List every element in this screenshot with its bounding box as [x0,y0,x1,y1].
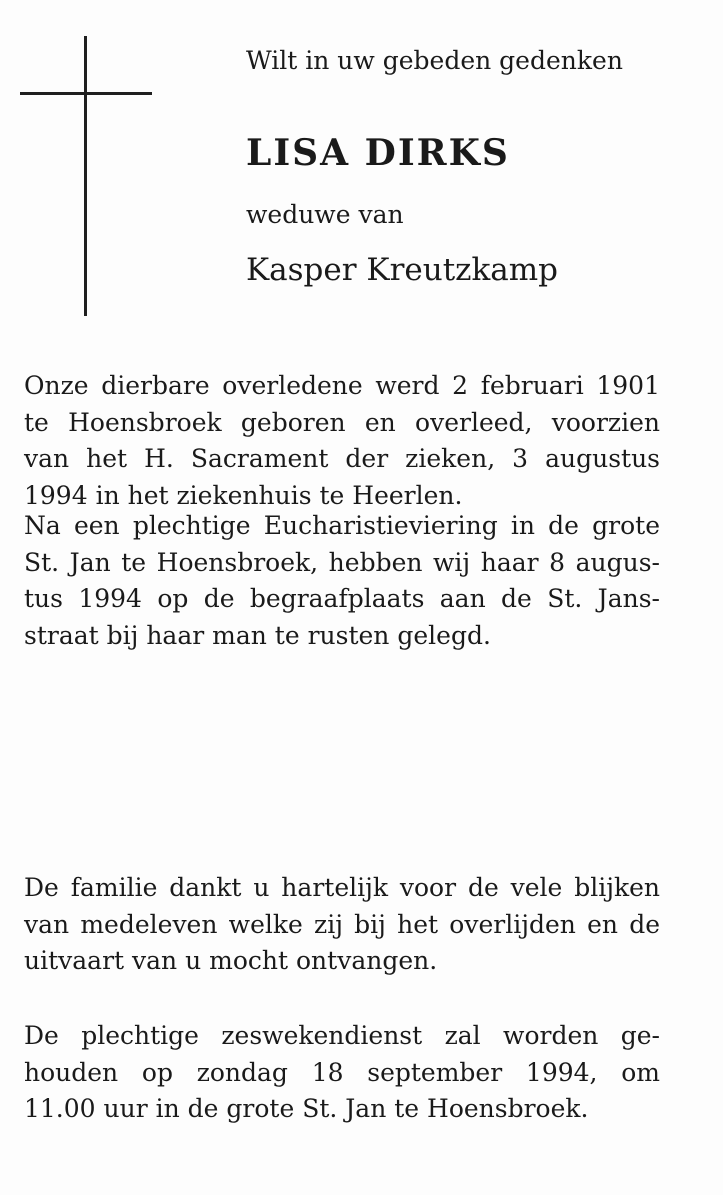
text-line: straat bij haar man te rusten gelegd. [24,620,491,650]
deceased-name: LISA DIRKS [246,132,510,174]
text-line: van medeleven welke zij bij het overlijden en de [24,909,660,939]
text-line: tus 1994 op de begraafplaats aan de St. Jans- [24,584,660,613]
text-line: De familie dankt u hartelijk voor de vele blijken [24,873,660,902]
text-line: 11.00 uur in de grote St. Jan te Hoensbroek. [24,1094,589,1123]
text-line: Na een plechtige Eucharistieviering in de grote [24,511,660,540]
paragraph-memorial-service [24,1018,660,1128]
text-line: Onze dierbare overledene werd 2 februari 1901 [24,371,660,400]
husband-name: Kasper Kreutzkamp [246,252,558,288]
paragraph-thanks [24,870,660,980]
widow-of-text: weduwe van [246,200,404,229]
cross-vertical-bar [84,36,87,316]
text-line: St. Jan te Hoensbroek, hebben wij haar 8 augus- [24,547,660,577]
cross-horizontal-bar [20,92,152,95]
intro-text: Wilt in uw gebeden gedenken [246,46,623,75]
text-line: houden op zondag 18 september 1994, om [24,1057,660,1087]
text-line: uitvaart van u mocht ontvangen. [24,946,438,975]
text-line: De plechtige zeswekendienst zal worden ge- [24,1021,660,1050]
text-line: 1994 in het ziekenhuis te Heerlen. [24,480,463,510]
text-line: te Hoensbroek geboren en overleed, voorzien [24,407,660,437]
paragraph-funeral [24,508,660,654]
text-line: van het H. Sacrament der zieken, 3 augustus [24,444,660,473]
paragraph-birth-death [24,368,660,514]
